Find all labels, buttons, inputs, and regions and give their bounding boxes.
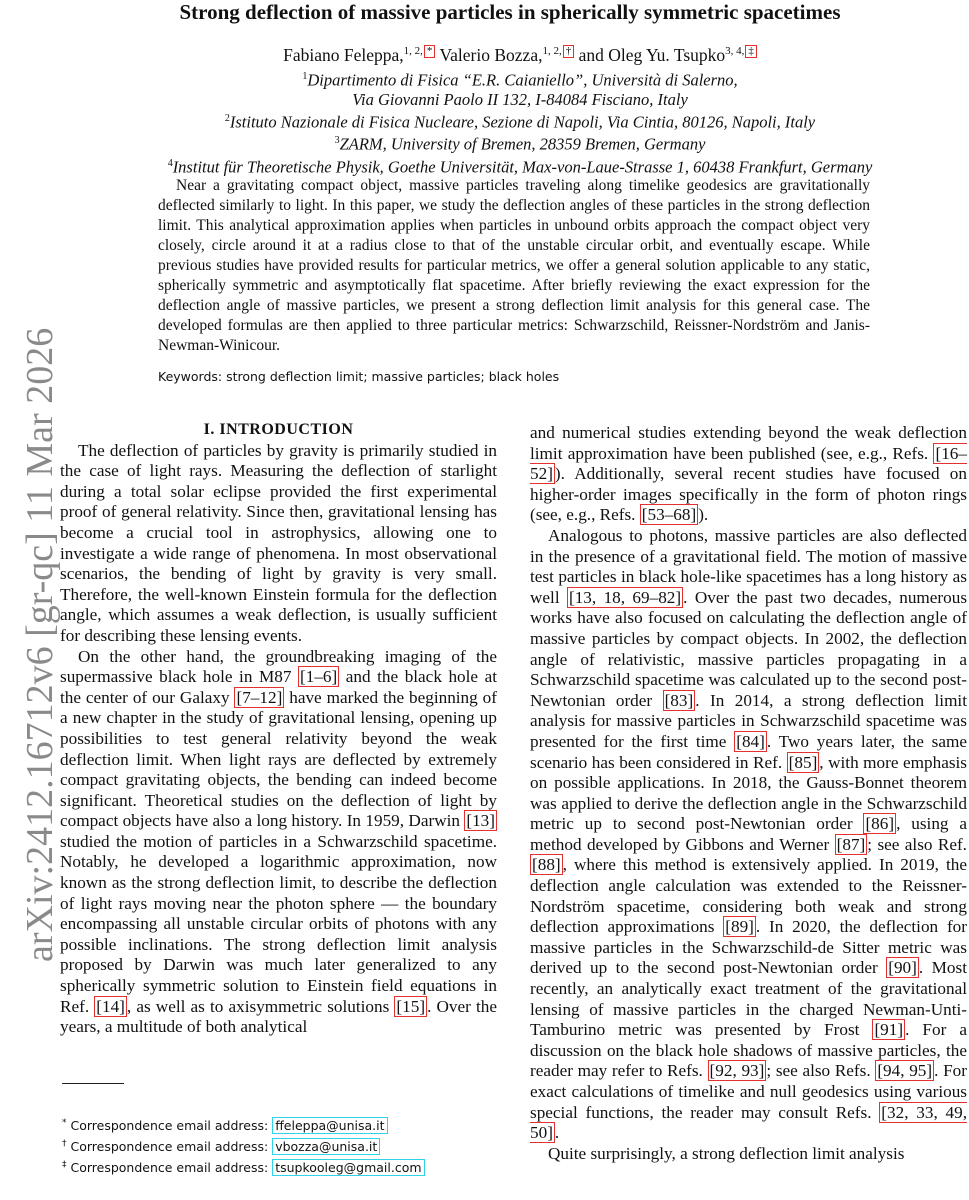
citation-link[interactable]: [1–6] — [300, 667, 338, 687]
affiliation-number: 2 — [224, 112, 230, 124]
citation-link[interactable]: [32, 33, 49, 50] — [530, 1102, 967, 1143]
author-list — [80, 40, 960, 66]
citation-link[interactable]: [13] — [466, 811, 495, 831]
author-affil-sup: 1, 2, — [403, 45, 423, 57]
affiliations — [80, 67, 960, 176]
citation-link[interactable]: [92, 93] — [709, 1061, 765, 1081]
citation-link[interactable]: [87] — [836, 834, 866, 854]
footnote-label: Correspondence email address: — [70, 1118, 273, 1134]
author-name: Fabiano Feleppa, — [283, 44, 404, 65]
text-run: and numerical studies extending beyond the weak deflection limit approximation have been published (see, e.g., Refs. — [530, 423, 967, 463]
citation-link[interactable]: [53–68] — [641, 505, 697, 525]
footnote-rule — [62, 1083, 124, 1084]
author-affil-sup: 3, 4, — [725, 45, 745, 57]
paper-title: Strong deflection of massive particles in spherically symmetric spacetimes — [179, 0, 841, 24]
keywords: Keywords: strong deflection limit; massive particles; black holes — [158, 369, 560, 384]
citation-link[interactable]: [83] — [664, 690, 694, 710]
affiliation-number: 4 — [167, 157, 173, 169]
text-run: ). — [698, 505, 709, 525]
affiliation — [80, 67, 960, 90]
text-run: . Most recently, an analytically exact treatment of the gravitational lensing of massive particles in the charged Newman-Unti-Tamburino metric was presented by Frost — [530, 958, 967, 1040]
affiliation-number: 3 — [334, 135, 340, 146]
email-link[interactable]: ffeleppa@unisa.it — [272, 1117, 387, 1134]
text-run: ). Additionally, several recent studies have focused on higher-order images specifically in the form of photon rings (see, e.g., Refs. — [530, 464, 967, 525]
affiliation-text: Dipartimento di Fisica “E.R. Caianiello”, Università di Salerno, — [307, 70, 738, 90]
text-run: . In 2014, a strong deflection limit analysis for massive particles in Schwarzschild spacetime was presented for the first time — [530, 690, 967, 751]
paragraph — [530, 526, 967, 1144]
citation-link[interactable]: [85] — [788, 752, 818, 772]
text-run: On the other hand, the groundbreaking imaging of the supermassive black hole in M87 — [60, 646, 497, 687]
author-name: Valerio Bozza, — [435, 44, 543, 65]
citation-link[interactable]: [7–12] — [236, 687, 283, 707]
citation-link[interactable]: [15] — [396, 996, 426, 1016]
affiliation — [80, 90, 960, 109]
text-run: have marked the beginning of a new chapter in the study of gravitational lensing, opening up possibilities to test general relativity beyond the weak deflection limit. When light rays are deflected by extremely compact gravitating objects, the bending can indeed become significant. Theoretical studies on the deflection of light by compact objects have also a long history. In 1959, Darwin — [60, 687, 497, 831]
email-link[interactable]: vbozza@unisa.it — [272, 1138, 380, 1155]
text-run: studied the motion of particles in a Schwarzschild spacetime. Notably, he developed a logarithmic approximation, now known as the strong deflection limit, to describe the deflection of light rays moving near the photon sphere — the boundary encompassing all unstable circular orbits of photons with any possible inclinations. The strong deflection limit analysis proposed by Darwin was much later generalized to any spherically symmetric solution to Einstein field equations in Ref. — [60, 831, 497, 1016]
email-link[interactable]: tsupkooleg@gmail.com — [272, 1159, 424, 1176]
paragraph — [60, 647, 497, 1038]
text-run: . Over the years, a multitude of both analytical — [60, 996, 497, 1037]
affiliation — [80, 154, 960, 177]
right-column — [530, 423, 967, 1164]
affiliation — [80, 109, 960, 132]
affiliation-text: Via Giovanni Paolo II 132, I-84084 Fisciano, Italy — [352, 89, 688, 109]
abstract: Near a gravitating compact object, massive particles traveling along timelike geodesics are gravitationally deflected similarly to light. In this paper, we study the deflection angles of these particles in the strong deflection limit. This analytical approximation applies when particles in unbound orbits approach the compact object very closely, circle around it at a radius close to that of the unstable circular orbit, and eventually escape. While previous studies have provided results for particular metrics, we offer a general solution applicable to any static, spherically symmetric and asymptotically flat spacetime. After briefly reviewing the exact expression for the deflection angle of massive particles, we present a strong deflection limit analysis for this general case. The developed formulas are then applied to three particular metrics: Schwarzschild, Reissner-Nordström and Janis-Newman-Winicour. — [158, 177, 870, 354]
section-heading: I. INTRODUCTION — [203, 421, 354, 438]
footnote-mark: † — [62, 1139, 67, 1150]
paragraph — [530, 423, 967, 526]
text-run: ; see also Ref. — [867, 834, 967, 854]
affiliation-number: 1 — [302, 71, 308, 82]
text-run: , as well as to axisymmetric solutions — [126, 996, 395, 1016]
footnotes — [62, 1114, 502, 1177]
text-run: ; see also Refs. — [766, 1061, 876, 1081]
footnote-link[interactable]: * — [424, 45, 436, 58]
text-run: . For exact calculations of timelike and null geodesics using various special functions, the reader may consult Refs. — [530, 1061, 967, 1122]
text-run: . Two years later, the same scenario has been considered in Ref. — [530, 731, 967, 772]
text-run: Analogous to photons, massive particles are also deflected in the presence of a gravitational field. The motion of massive test particles in black hole-like spacetimes has a long history as well — [530, 525, 967, 607]
author-affil-sup: 1, 2, — [542, 45, 562, 57]
citation-link[interactable]: [91] — [874, 1020, 904, 1040]
text-run: . For a discussion on the black hole shadows of massive particles, the reader may refer to Refs. — [530, 1020, 967, 1081]
citation-link[interactable]: [90] — [888, 958, 917, 978]
footnote-link[interactable]: ‡ — [745, 45, 757, 58]
affiliation-text: Institut für Theoretische Physik, Goethe Universität, Max-von-Laue-Strasse 1, 60438 Frankfurt, Germany — [172, 157, 873, 176]
footnote — [62, 1156, 502, 1177]
citation-link[interactable]: [14] — [96, 996, 125, 1016]
author-name: and Oleg Yu. Tsupko — [574, 44, 726, 65]
footnote-link[interactable]: † — [563, 45, 575, 58]
text-run: , using a method developed by Gibbons and Werner — [530, 814, 967, 854]
footnote-mark: * — [62, 1118, 67, 1128]
affiliation-text: ZARM, University of Bremen, 28359 Bremen, Germany — [339, 134, 706, 154]
citation-link[interactable]: [88] — [532, 855, 561, 875]
paragraph: The deflection of particles by gravity is primarily studied in the case of light rays. Measuring the deflection of starlight during a total solar eclipse provided the first experimental proof of general relativity. Since then, gravitational lensing has become a crucial tool in astrophysics, allowing one to investigate a wide range of phenomena. In most observational scenarios, the bending of light by gravity is very small. Therefore, the well-known Einstein formula for the deflection angle, which assumes a weak deflection, is usually sufficient for describing these lensing events. — [60, 440, 497, 645]
text-run: . — [554, 1123, 560, 1143]
footnote-label: Correspondence email address: — [70, 1139, 273, 1155]
text-run: . Over the past two decades, numerous works have also focused on calculating the deflection angle of massive particles by compact objects. In 2002, the deflection angle of relativistic, massive particles propagating in a Schwarzschild spacetime was calculated up to the second post-Newtonian order — [530, 587, 968, 710]
footnote-label: Correspondence email address: — [70, 1160, 273, 1176]
citation-link[interactable]: [86] — [865, 814, 895, 834]
citation-link[interactable]: [84] — [736, 731, 765, 751]
citation-link[interactable]: [16–52] — [530, 443, 967, 484]
affiliation-text: Istituto Nazionale di Fisica Nucleare, Sezione di Napoli, Via Cintia, 80126, Napoli, Italy — [229, 112, 816, 131]
citation-link[interactable]: [94, 95] — [877, 1061, 933, 1081]
text-run: . In 2020, the deflection for massive particles in the Schwarzschild-de Sitter metric was derived up to the second post-Newtonian order — [530, 917, 967, 978]
footnote — [62, 1114, 502, 1135]
footnote — [62, 1135, 502, 1156]
citation-link[interactable]: [13, 18, 69–82] — [568, 587, 682, 607]
footnote-mark: ‡ — [62, 1160, 67, 1171]
text-run: , with more emphasis on possible applications. In 2018, the Gauss-Bonnet theorem was applied to derive the deflection angle in the Schwarzschild metric up to second post-Newtonian order — [530, 752, 967, 834]
text-run: and the black hole at the center of our Galaxy — [60, 667, 497, 707]
left-column — [60, 420, 497, 1038]
arxiv-stamp: arXiv:2412.16712v6 [gr-qc] 11 Mar 2026 — [19, 327, 61, 962]
citation-link[interactable]: [89] — [725, 917, 754, 937]
text-run: , where this method is extensively applied. In 2019, the deflection angle calculation was extended to the Reissner-Nordström spacetime, considering both weak and strong deflection approximations — [530, 855, 967, 937]
paragraph: Quite surprisingly, a strong deflection limit analysis — [548, 1143, 905, 1163]
affiliation — [80, 131, 960, 154]
